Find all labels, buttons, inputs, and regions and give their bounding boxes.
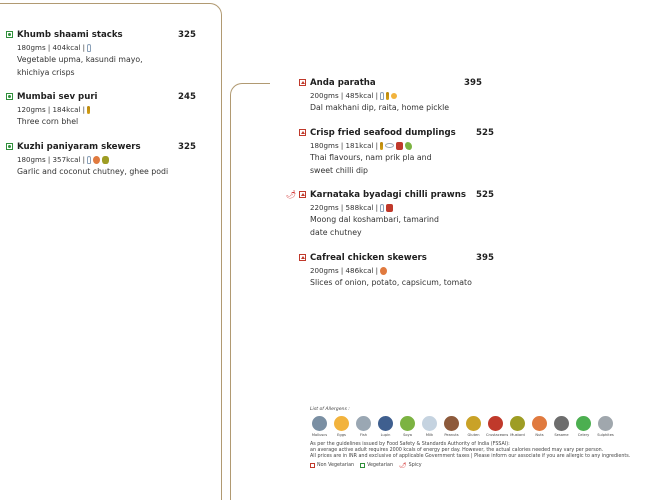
molluscs-icon [312, 416, 327, 431]
allergen-gluten [464, 416, 483, 437]
item-description [310, 214, 466, 239]
allergen-sulphites [596, 416, 615, 437]
nonveg-icon [299, 129, 306, 136]
allergen-label: Gluten [467, 433, 480, 437]
desc-line: Moong dal koshambari, tamarind [310, 215, 439, 224]
menu-item-kuzhi-paniyaram-skewers [17, 142, 196, 179]
menu-item-cafreal-chicken-skewers [310, 253, 494, 290]
veg-icon [6, 93, 13, 100]
sesame-icon [554, 416, 569, 431]
center-frame-border [230, 83, 270, 500]
menu-item-karnataka-byadagi-chilli-prawns [286, 190, 494, 239]
gluten-icon [386, 92, 389, 100]
desc-line: Thai flavours, nam prik pla and [310, 153, 432, 162]
item-name: Cafreal chicken skewers [310, 253, 427, 263]
crustacean-icon [386, 204, 393, 212]
allergen-fish [354, 416, 373, 437]
item-weight-kcal: 200gms | 486kcal | [310, 266, 379, 275]
item-weight-kcal: 180gms | 357kcal | [17, 155, 86, 164]
item-meta [310, 141, 456, 150]
allergen-label: Sulphites [597, 433, 614, 437]
item-meta [310, 266, 472, 275]
allergen-label: Fish [360, 433, 367, 437]
veg-icon [6, 143, 13, 150]
item-description [310, 102, 449, 115]
nonveg-icon [310, 463, 315, 468]
item-price: 525 [476, 128, 494, 138]
allergen-label: Lupin [380, 433, 391, 437]
key-label: Spicy [408, 462, 422, 468]
item-name: Kuzhi paniyaram skewers [17, 142, 141, 152]
item-name: Khumb shaami stacks [17, 30, 123, 40]
item-price: 525 [476, 190, 494, 200]
item-name: Crisp fried seafood dumplings [310, 128, 456, 138]
item-meta [310, 91, 449, 100]
eggs-icon [334, 416, 349, 431]
nonveg-icon [299, 191, 306, 198]
menu-item-crisp-fried-seafood-dumplings [310, 128, 494, 177]
gluten-icon [87, 106, 90, 114]
item-description [310, 277, 472, 290]
desc-line: Three corn bhel [17, 117, 79, 126]
allergen-icon-row [310, 416, 646, 437]
desc-line: date chutney [310, 227, 362, 237]
desc-line: Garlic and coconut chutney, ghee podi [17, 167, 169, 176]
milk-icon [87, 156, 91, 164]
chilli-icon: 🌶 [286, 190, 297, 199]
fish-icon [385, 143, 394, 148]
key-label: Non Vegetarian [317, 462, 355, 468]
nuts-icon [532, 416, 547, 431]
item-meta [17, 43, 143, 52]
item-price: 395 [476, 253, 494, 263]
milk-icon [380, 92, 384, 100]
mustard-icon [102, 156, 109, 164]
allergen-peanuts [442, 416, 461, 437]
item-name: Karnataka byadagi chilli prawns [310, 190, 466, 200]
desc-line: sweet chilli dip [310, 165, 369, 175]
nuts-icon [380, 267, 387, 275]
allergen-label: Crustaceans [486, 433, 509, 437]
note-line: As per the guidelines issued by Food Safety & Standards Authority of India (FSSAI): [310, 442, 510, 447]
item-description [17, 54, 143, 79]
item-description [17, 166, 168, 179]
allergen-soya [398, 416, 417, 437]
allergen-legend [310, 407, 646, 469]
allergen-label: Peanuts [444, 433, 459, 437]
menu-item-anda-paratha [310, 78, 482, 115]
item-description [310, 152, 456, 177]
veg-icon [6, 31, 13, 38]
item-price: 395 [464, 78, 482, 88]
legend-title: List of Allergens : [310, 407, 350, 412]
item-weight-kcal: 180gms | 181kcal | [310, 141, 379, 150]
key-veg [360, 463, 393, 468]
allergen-label: Soya [403, 433, 412, 437]
desc-line: Slices of onion, potato, capsicum, tomato [310, 278, 472, 287]
sulphites-icon [598, 416, 613, 431]
desc-line: khichiya crisps [17, 67, 75, 77]
allergen-label: Nuts [535, 433, 544, 437]
nonveg-icon [299, 254, 306, 261]
crustacean-icon [396, 142, 403, 150]
nuts-icon [93, 156, 100, 164]
lupin-icon [378, 416, 393, 431]
item-price: 325 [178, 30, 196, 40]
menu-item-mumbai-sev-puri [17, 92, 196, 129]
item-weight-kcal: 120gms | 184kcal | [17, 105, 86, 114]
item-weight-kcal: 220gms | 588kcal | [310, 203, 379, 212]
allergen-eggs [332, 416, 351, 437]
gluten-icon [466, 416, 481, 431]
item-name: Mumbai sev puri [17, 92, 98, 102]
soya-icon [400, 416, 415, 431]
item-description [17, 116, 98, 129]
allergen-label: Mustard [510, 433, 525, 437]
allergen-celery [574, 416, 593, 437]
allergen-lupin [376, 416, 395, 437]
item-meta [310, 203, 466, 212]
gluten-icon [380, 142, 383, 150]
milk-icon [87, 44, 91, 52]
note-line: an average active adult requires 2000 kcals of energy per day. However, the actual calories needed may vary per person. [310, 448, 604, 454]
key-nonveg [310, 463, 354, 468]
allergen-label: Molluscs [311, 433, 328, 437]
desc-line: Dal makhani dip, raita, home pickle [310, 103, 450, 112]
allergen-sesame [552, 416, 571, 437]
allergen-label: Celery [577, 433, 590, 437]
mustard-icon [510, 416, 525, 431]
milk-icon [422, 416, 437, 431]
key-label: Vegetarian [367, 462, 394, 468]
egg-icon [391, 93, 397, 99]
item-weight-kcal: 180gms | 404kcal | [17, 43, 86, 52]
diet-key [310, 462, 646, 469]
item-weight-kcal: 200gms | 485kcal | [310, 91, 379, 100]
key-spicy [399, 462, 422, 469]
note-line: All prices are in INR and exclusive of applicable Government taxes | Please inform our associate if you are allergic to any ingredients. [310, 454, 631, 460]
allergen-label: Eggs [337, 433, 346, 437]
allergen-label: Sesame [554, 433, 569, 437]
veg-icon [360, 463, 365, 468]
milk-icon [380, 204, 384, 212]
allergen-crustaceans [486, 416, 509, 437]
allergen-nuts [530, 416, 549, 437]
celery-icon [576, 416, 591, 431]
crustaceans-icon [488, 416, 503, 431]
item-name: Anda paratha [310, 78, 376, 88]
item-price: 325 [178, 142, 196, 152]
allergen-mustard [508, 416, 527, 437]
allergen-milk [420, 416, 439, 437]
allergen-label: Milk [425, 433, 434, 437]
nonveg-icon [299, 79, 306, 86]
legend-notes [310, 442, 646, 461]
allergen-molluscs [310, 416, 329, 437]
soya-icon [405, 142, 412, 150]
menu-item-khumb-shaami-stacks [17, 30, 196, 79]
chilli-icon: 🌶 [399, 461, 407, 469]
item-meta [17, 105, 98, 114]
item-price: 245 [178, 92, 196, 102]
fish-icon [356, 416, 371, 431]
item-meta [17, 155, 168, 164]
peanuts-icon [444, 416, 459, 431]
desc-line: Vegetable upma, kasundi mayo, [17, 55, 143, 64]
